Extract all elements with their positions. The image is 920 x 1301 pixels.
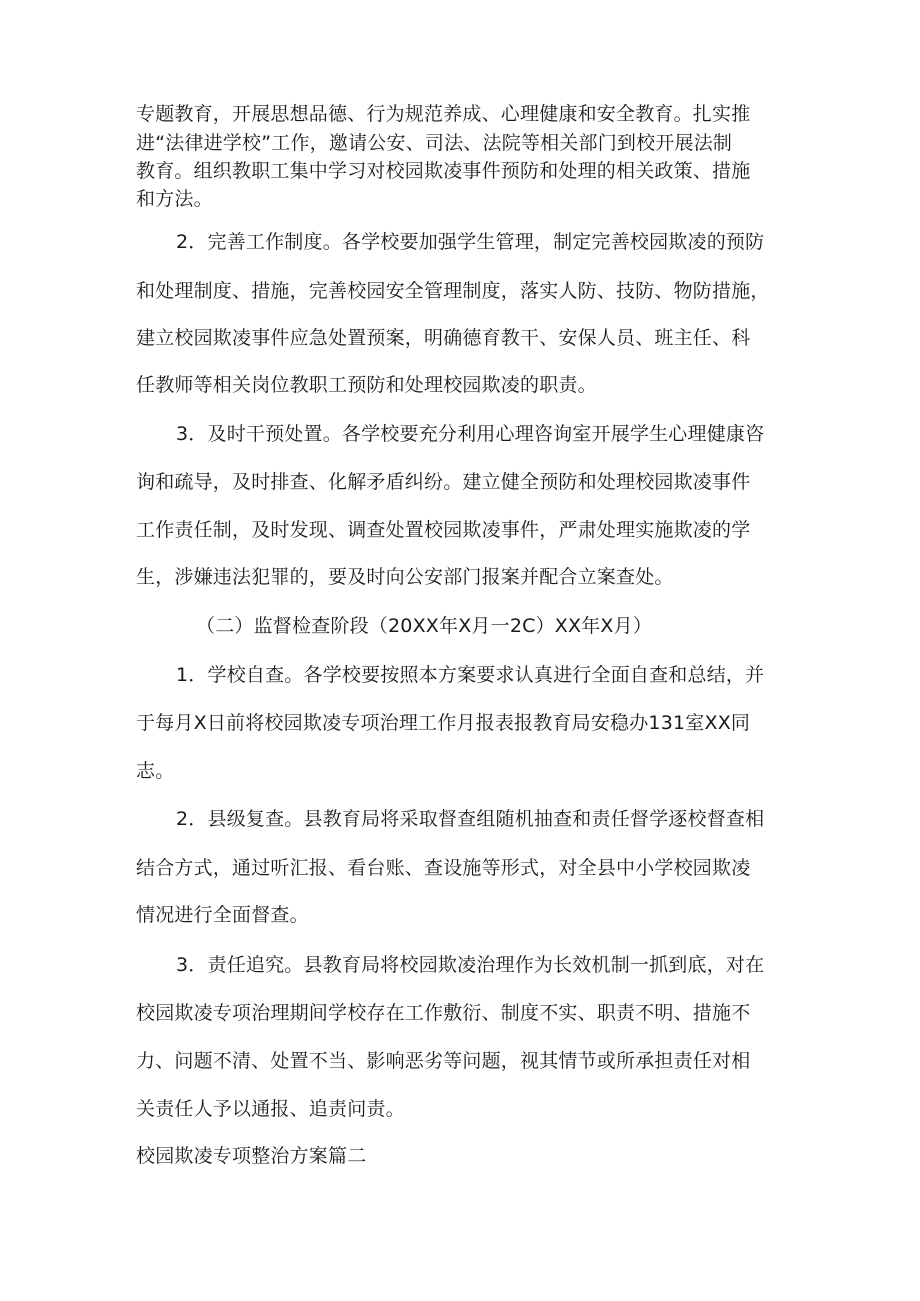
text-line: 任教师等相关岗位教职工预防和处理校园欺凌的职责。 <box>136 374 597 396</box>
text-line: 询和疏导，及时排查、化解矛盾纠纷。建立健全预防和处理校园欺凌事件 <box>136 471 751 493</box>
text-line: 生，涉嫌违法犯罪的，要及时向公安部门报案并配合立案查处。 <box>136 566 674 588</box>
text-line: 工作责任制，及时发现、调查处置校园欺凌事件，严肃处理实施欺凌的学 <box>136 519 751 541</box>
text-line: 建立校园欺凌事件应急处置预案，明确德育教干、安保人员、班主任、科 <box>136 327 751 349</box>
text-line: 和处理制度、措施，完善校园安全管理制度，落实人防、技防、物防措施， <box>136 280 770 302</box>
text-line: 3．责任追究。县教育局将校园欺凌治理作为长效机制一抓到底，对在 <box>176 954 765 976</box>
section-heading: （二）监督检查阶段（20XX年X月一2C）XX年X月） <box>196 615 653 637</box>
text-line: 和方法。 <box>136 188 213 210</box>
text-line: 力、问题不清、处置不当、影响恶劣等问题，视其情节或所承担责任对相 <box>136 1050 751 1072</box>
text-line: 2．完善工作制度。各学校要加强学生管理，制定完善校园欺凌的预防 <box>176 231 765 253</box>
text-line: 3．及时干预处置。各学校要充分利用心理咨询室开展学生心理健康咨 <box>176 423 765 445</box>
text-line: 1．学校自查。各学校要按照本方案要求认真进行全面自查和总结，并 <box>176 664 765 686</box>
text-line: 志。 <box>136 760 175 782</box>
text-line: 专题教育，开展思想品德、行为规范养成、心理健康和安全教育。扎实推 <box>136 103 751 125</box>
text-line: 于每月X日前将校园欺凌专项治理工作月报表报教育局安稳办131室XX同 <box>136 712 751 734</box>
text-line: 情况进行全面督查。 <box>136 904 309 926</box>
text-line: 2．县级复查。县教育局将采取督查组随机抽查和责任督学逐校督查相 <box>176 808 765 830</box>
text-line: 进“法律进学校”工作，邀请公安、司法、法院等相关部门到校开展法制 <box>136 132 733 154</box>
section-title: 校园欺凌专项整治方案篇二 <box>136 1145 367 1167</box>
text-line: 校园欺凌专项治理期间学校存在工作敷衍、制度不实、职责不明、措施不 <box>136 1002 751 1024</box>
text-line: 教育。组织教职工集中学习对校园欺凌事件预防和处理的相关政策、措施 <box>136 160 751 182</box>
text-line: 关责任人予以通报、追责问责。 <box>136 1098 405 1120</box>
text-line: 结合方式，通过听汇报、看台账、查设施等形式，对全县中小学校园欺凌 <box>136 857 751 879</box>
